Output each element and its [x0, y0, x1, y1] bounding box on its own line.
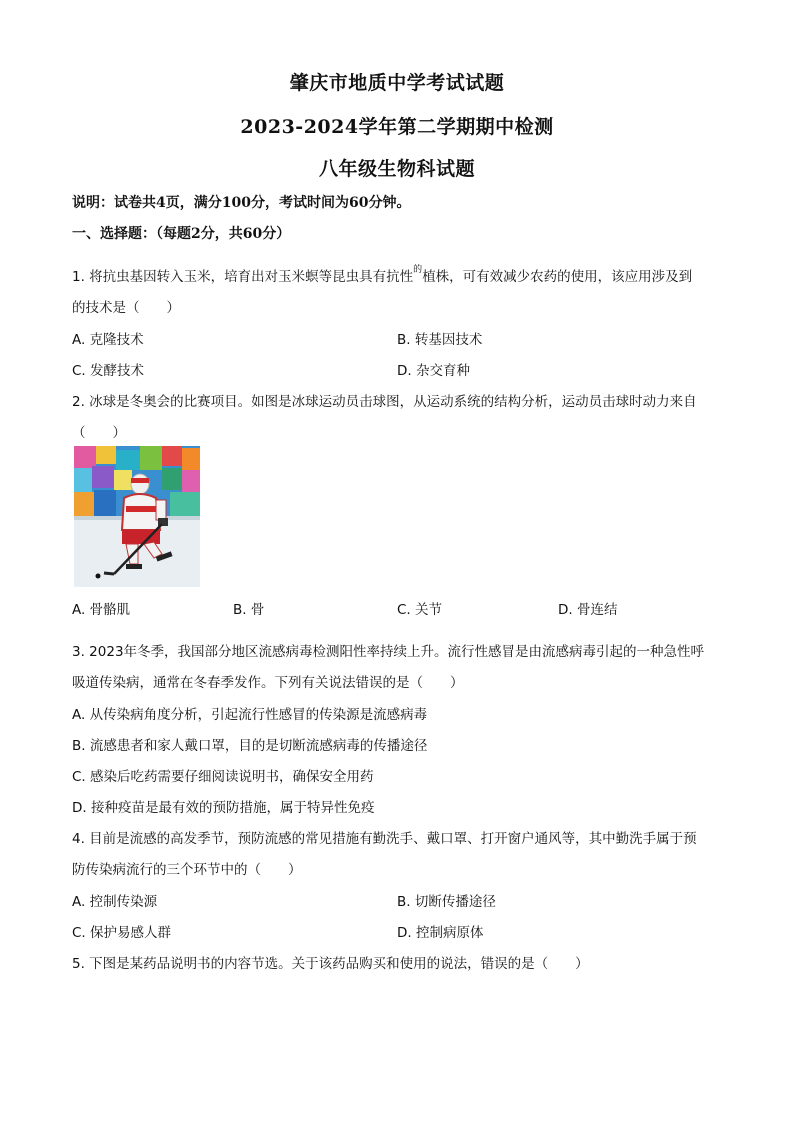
question-3-option-a: A. 从传染病角度分析，引起流行性感冒的传染源是流感病毒 [72, 707, 428, 723]
exam-term-title: 2023-2024学年第二学期期中检测 [240, 116, 554, 138]
question-4-option-a: A. 控制传染源 [72, 894, 158, 910]
question-2-option-a: A. 骨骼肌 [72, 602, 131, 618]
question-3-option-c: C. 感染后吃药需要仔细阅读说明书，确保安全用药 [72, 769, 374, 785]
exam-subject-title: 八年级生物科试题 [318, 158, 475, 180]
question-2-option-b: B. 骨 [233, 602, 265, 618]
exam-instructions: 说明：试卷共4页，满分100分，考试时间为60分钟。 [72, 195, 411, 211]
question-3-stem-line2: 吸道传染病，通常在冬春季发作。下列有关说法错误的是（ ） [72, 675, 464, 691]
question-1-option-a: A. 克隆技术 [72, 332, 144, 348]
question-1-superscript: 的 [413, 265, 423, 275]
question-4-option-c: C. 保护易感人群 [72, 925, 172, 941]
question-2-stem-line2: （ ） [72, 425, 126, 441]
question-1-stem-line2: 的技术是（ ） [72, 300, 180, 316]
question-1-option-c: C. 发酵技术 [72, 363, 145, 379]
question-4-option-d: D. 控制病原体 [397, 925, 484, 941]
question-1-option-d: D. 杂交育种 [397, 363, 470, 379]
question-4-stem: 4. 目前是流感的高发季节，预防流感的常见措施有勤洗手、戴口罩、打开窗户通风等，其中勤洗手属于预 [72, 831, 697, 847]
question-1-stem [72, 262, 692, 285]
question-2-option-d: D. 骨连结 [558, 602, 618, 618]
section-heading: 一、选择题：（每题2分，共60分） [72, 226, 291, 242]
question-4-stem-line2: 防传染病流行的三个环节中的（ ） [72, 862, 302, 878]
question-1-option-b: B. 转基因技术 [397, 332, 483, 348]
question-2-stem: 2. 冰球是冬奥会的比赛项目。如图是冰球运动员击球图，从运动系统的结构分析，运动员击球时动力来自 [72, 394, 697, 410]
ice-hockey-player-photo [74, 446, 200, 587]
question-3-option-d: D. 接种疫苗是最有效的预防措施，属于特异性免疫 [72, 800, 375, 816]
question-5-stem: 5. 下图是某药品说明书的内容节选。关于该药品购买和使用的说法，错误的是（ ） [72, 956, 589, 972]
question-3-stem: 3. 2023年冬季，我国部分地区流感病毒检测阳性率持续上升。流行性感冒是由流感病毒引起的一种急性呼 [72, 644, 705, 660]
exam-school-title: 肇庆市地质中学考试试题 [289, 72, 505, 94]
question-2-option-c: C. 关节 [397, 602, 443, 618]
question-3-option-b: B. 流感患者和家人戴口罩，目的是切断流感病毒的传播途径 [72, 738, 428, 754]
question-1-text-a: 1. 将抗虫基因转入玉米，培育出对玉米螟等昆虫具有抗性 [72, 269, 414, 285]
question-1-text-b: 植株，可有效减少农药的使用，该应用涉及到 [422, 269, 693, 285]
question-4-option-b: B. 切断传播途径 [397, 894, 496, 910]
